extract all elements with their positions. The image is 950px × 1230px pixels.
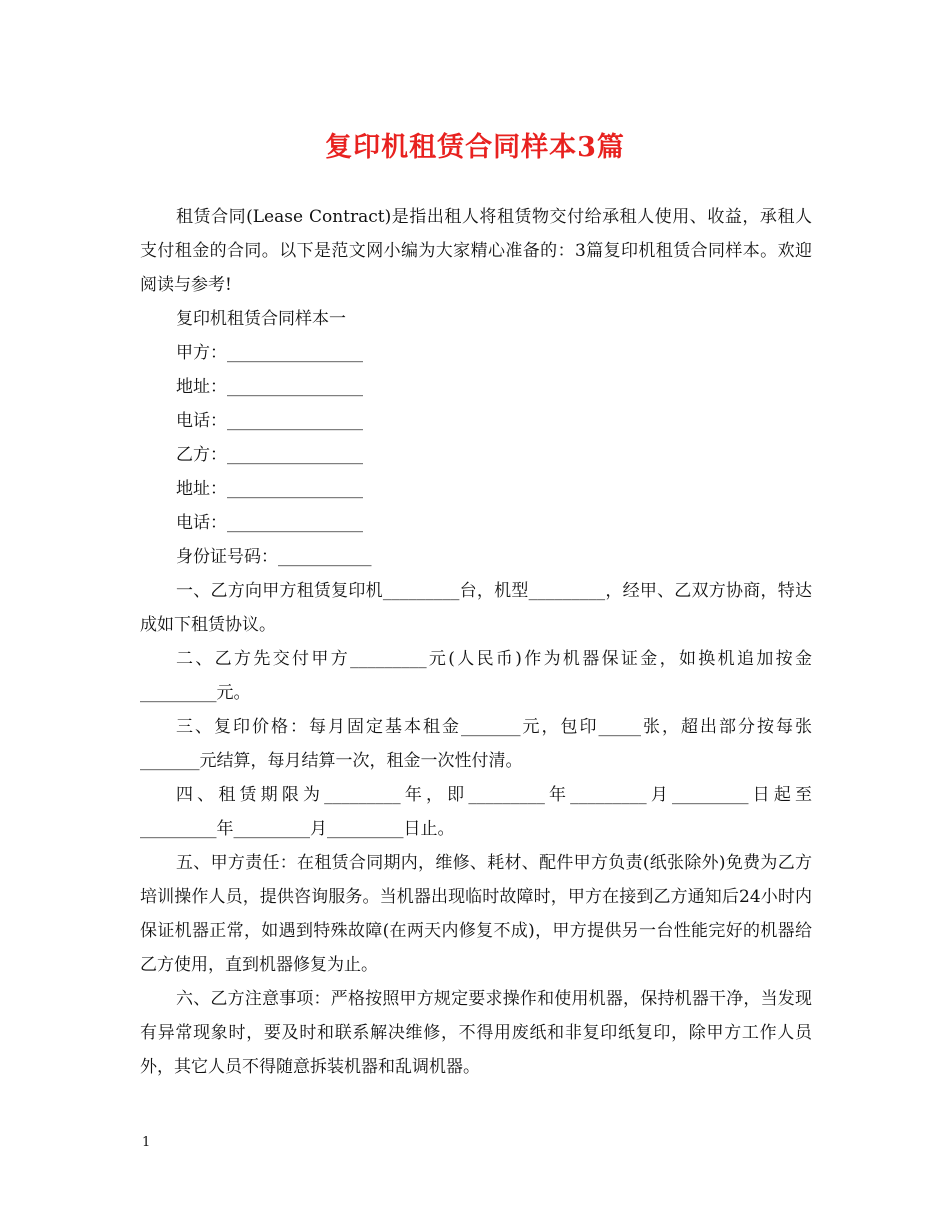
clause-6: 六、乙方注意事项：严格按照甲方规定要求操作和使用机器，保持机器干净，当发现有异常现象时，要及时和联系解决维修，不得用废纸和非复印纸复印，除甲方工作人员外，其它人员不得随意拆装机器和乱调机器。	[140, 989, 812, 1077]
document-title: 复印机租赁合同样本3篇	[325, 132, 625, 163]
clause-1: 一、乙方向甲方租赁复印机_________台，机型_________，经甲、乙双方协商，特达成如下租赁协议。	[140, 581, 812, 635]
clause-3: 三、复印价格：每月固定基本租金_______元，包印_____张，超出部分按每张_______元结算，每月结算一次，租金一次性付清。	[140, 717, 812, 771]
document-body	[140, 200, 812, 1084]
party-a-address-field: 地址：________________	[176, 377, 363, 397]
party-b-field: 乙方：________________	[176, 445, 363, 465]
party-b-phone-field: 电话：________________	[176, 513, 363, 533]
party-b-address-field: 地址：________________	[176, 479, 363, 499]
party-a-field: 甲方：________________	[176, 343, 363, 363]
clause-2: 二、乙方先交付甲方_________元(人民币)作为机器保证金，如换机追加按金_________元。	[140, 649, 812, 703]
clause-4: 四、租赁期限为_________年，即_________年_________月_________日起至_________年_________月_________日止。	[140, 785, 812, 839]
party-a-phone-field: 电话：________________	[176, 411, 363, 431]
section-heading: 复印机租赁合同样本一	[176, 309, 346, 329]
id-number-field: 身份证号码：___________	[176, 547, 372, 567]
clause-5: 五、甲方责任：在租赁合同期内，维修、耗材、配件甲方负责(纸张除外)免费为乙方培训操作人员，提供咨询服务。当机器出现临时故障时，甲方在接到乙方通知后24小时内保证机器正常，如遇到特殊故障(在两天内修复不成)，甲方提供另一台性能完好的机器给乙方使用，直到机器修复为止。	[140, 853, 812, 975]
intro-paragraph: 租赁合同(Lease Contract)是指出租人将租赁物交付给承租人使用、收益，承租人支付租金的合同。以下是范文网小编为大家精心准备的：3篇复印机租赁合同样本。欢迎阅读与参考!	[140, 207, 812, 295]
page-number: 1	[142, 1135, 151, 1150]
